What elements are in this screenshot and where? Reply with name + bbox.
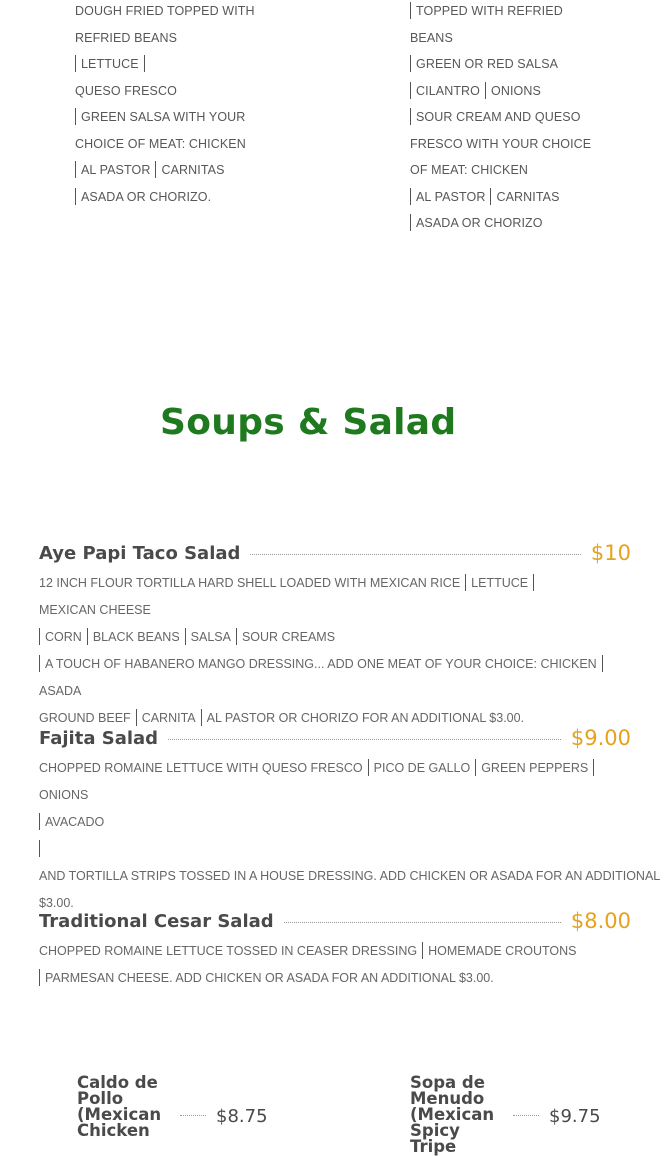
separator-bar [602, 655, 603, 672]
description-text: $3.00. [39, 896, 74, 910]
description-text: CORN [45, 630, 82, 644]
description-text: CILANTRO [416, 83, 481, 98]
description-line [75, 104, 250, 131]
separator-bar [410, 188, 411, 205]
dotted-leader [250, 554, 581, 555]
description-line [39, 624, 631, 651]
description-line [410, 210, 585, 237]
menu-item-price: $9.00 [570, 726, 631, 750]
menu-item-price: $9.75 [549, 1106, 601, 1127]
description-text: ASADA OR CHORIZO. [81, 189, 212, 204]
description-text: PARMESAN CHEESE. ADD CHICKEN OR ASADA FOR AN ADDITIONAL $3.00. [45, 971, 494, 985]
menu-item-name: Traditional Cesar Salad [39, 910, 274, 932]
description-text: BLACK BEANS [92, 630, 180, 644]
dotted-leader [513, 1115, 539, 1116]
menu-item-description [39, 938, 631, 992]
description-line [39, 651, 631, 705]
description-line [39, 755, 631, 809]
description-text: ASADA OR CHORIZO [416, 216, 543, 230]
separator-bar [410, 214, 411, 231]
description-line [410, 131, 592, 158]
separator-bar [39, 969, 40, 986]
menu-item-taco-salad [39, 538, 631, 732]
separator-bar [410, 55, 411, 72]
description-text: CARNITA [141, 711, 196, 725]
description-text: FRESCO WITH YOUR CHOICE [410, 136, 592, 151]
separator-bar [75, 161, 76, 178]
description-line [75, 157, 250, 184]
separator-bar [87, 628, 88, 645]
menu-item-fajita-salad [39, 723, 661, 917]
description-text: HOMEMADE CROUTONS [428, 944, 577, 958]
menu-item-cesar-salad [39, 906, 631, 992]
description-text: SALSA [190, 630, 231, 644]
right-column-description [410, 0, 592, 237]
description-text: OF MEAT: CHICKEN [410, 163, 529, 177]
description-text: CARNITAS [496, 189, 560, 204]
description-line [75, 0, 255, 25]
description-text: MEXICAN CHEESE [39, 603, 151, 617]
description-text: DOUGH FRIED TOPPED WITH [75, 4, 255, 18]
description-text: LETTUCE [81, 57, 139, 71]
description-text: BEANS [410, 30, 453, 45]
separator-bar [39, 628, 40, 645]
description-line [39, 570, 631, 624]
separator-bar [185, 628, 186, 645]
menu-item-price: $8.00 [570, 909, 631, 933]
description-line [75, 25, 250, 52]
description-line [410, 157, 585, 184]
separator-bar [533, 574, 534, 591]
description-line [410, 51, 585, 78]
description-text: SOUR CREAM AND QUESO [416, 110, 581, 124]
separator-bar [75, 188, 76, 205]
separator-bar [490, 188, 491, 205]
description-text: PICO DE GALLO [373, 761, 471, 775]
separator-bar [144, 55, 145, 72]
separator-bar [75, 55, 76, 72]
separator-bar [410, 2, 411, 19]
description-line [39, 938, 631, 965]
description-text: ASADA [39, 684, 82, 698]
description-text: TOPPED WITH REFRIED [416, 4, 563, 18]
separator-bar [75, 108, 76, 125]
description-text: AND TORTILLA STRIPS TOSSED IN A HOUSE DRESSING. ADD CHICKEN OR ASADA FOR AN ADDITIONAL [39, 869, 661, 883]
separator-bar [410, 108, 411, 125]
section-title: Soups & Salad [160, 402, 457, 443]
description-text: GREEN OR RED SALSA [416, 57, 559, 71]
dotted-leader [180, 1115, 206, 1116]
description-line [410, 0, 585, 25]
dotted-leader [284, 922, 561, 923]
description-text: 12 INCH FLOUR TORTILLA HARD SHELL LOADED WITH MEXICAN RICE [39, 576, 461, 590]
separator-bar [39, 840, 40, 857]
description-line [75, 131, 250, 158]
description-text: ONIONS [39, 788, 89, 802]
menu-item-name: Fajita Salad [39, 727, 159, 749]
description-line [410, 78, 585, 105]
description-text: GREEN PEPPERS [481, 761, 589, 775]
description-text: AVACADO [45, 815, 105, 829]
menu-item-description [39, 570, 631, 732]
left-column-description [75, 0, 255, 210]
description-text: REFRIED BEANS [75, 30, 178, 45]
separator-bar [410, 82, 411, 99]
menu-item-name: Aye Papi Taco Salad [39, 542, 241, 564]
description-line [75, 51, 250, 104]
separator-bar [39, 813, 40, 830]
description-text: CHOICE OF MEAT: CHICKEN [75, 136, 246, 151]
dotted-leader [168, 739, 561, 740]
description-line [410, 104, 585, 131]
description-text: CHOPPED ROMAINE LETTUCE TOSSED IN CEASER DRESSING [39, 944, 418, 958]
description-text: CARNITAS [161, 163, 225, 177]
menu-item-description [39, 755, 661, 917]
menu-item-name: Caldo de Pollo (Mexican Chicken [77, 1073, 162, 1140]
description-line [39, 836, 661, 890]
description-line [39, 809, 631, 836]
description-text: ONIONS [491, 83, 541, 98]
separator-bar [485, 82, 486, 99]
menu-item-price: $10 [590, 541, 631, 565]
menu-item-sopa-de-menudo [410, 1075, 601, 1155]
description-text: AL PASTOR OR CHORIZO FOR AN ADDITIONAL $3.00. [206, 711, 525, 725]
description-text: AL PASTOR [416, 189, 486, 204]
separator-bar [155, 161, 156, 178]
description-text: GREEN SALSA WITH YOUR [81, 110, 246, 124]
separator-bar [422, 942, 423, 959]
description-line [410, 25, 585, 52]
separator-bar [475, 759, 476, 776]
description-text: AL PASTOR [81, 163, 151, 177]
description-text: A TOUCH OF HABANERO MANGO DRESSING... ADD ONE MEAT OF YOUR CHOICE: CHICKEN [45, 657, 597, 671]
separator-bar [236, 628, 237, 645]
menu-item-name: Sopa de Menudo (Mexican Spicy Tripe [410, 1073, 495, 1156]
menu-item-price: $8.75 [216, 1106, 268, 1127]
description-line [39, 965, 631, 992]
description-line [410, 184, 585, 211]
description-text: QUESO FRESCO [75, 83, 177, 98]
separator-bar [465, 574, 466, 591]
separator-bar [39, 655, 40, 672]
description-text: SOUR CREAMS [241, 630, 336, 644]
description-text: CHOPPED ROMAINE LETTUCE WITH QUESO FRESCO [39, 761, 363, 775]
description-text: LETTUCE [471, 576, 529, 590]
description-text: GROUND BEEF [39, 711, 131, 725]
menu-item-caldo-de-pollo [77, 1075, 268, 1139]
separator-bar [368, 759, 369, 776]
description-line [75, 184, 250, 211]
separator-bar [593, 759, 594, 776]
